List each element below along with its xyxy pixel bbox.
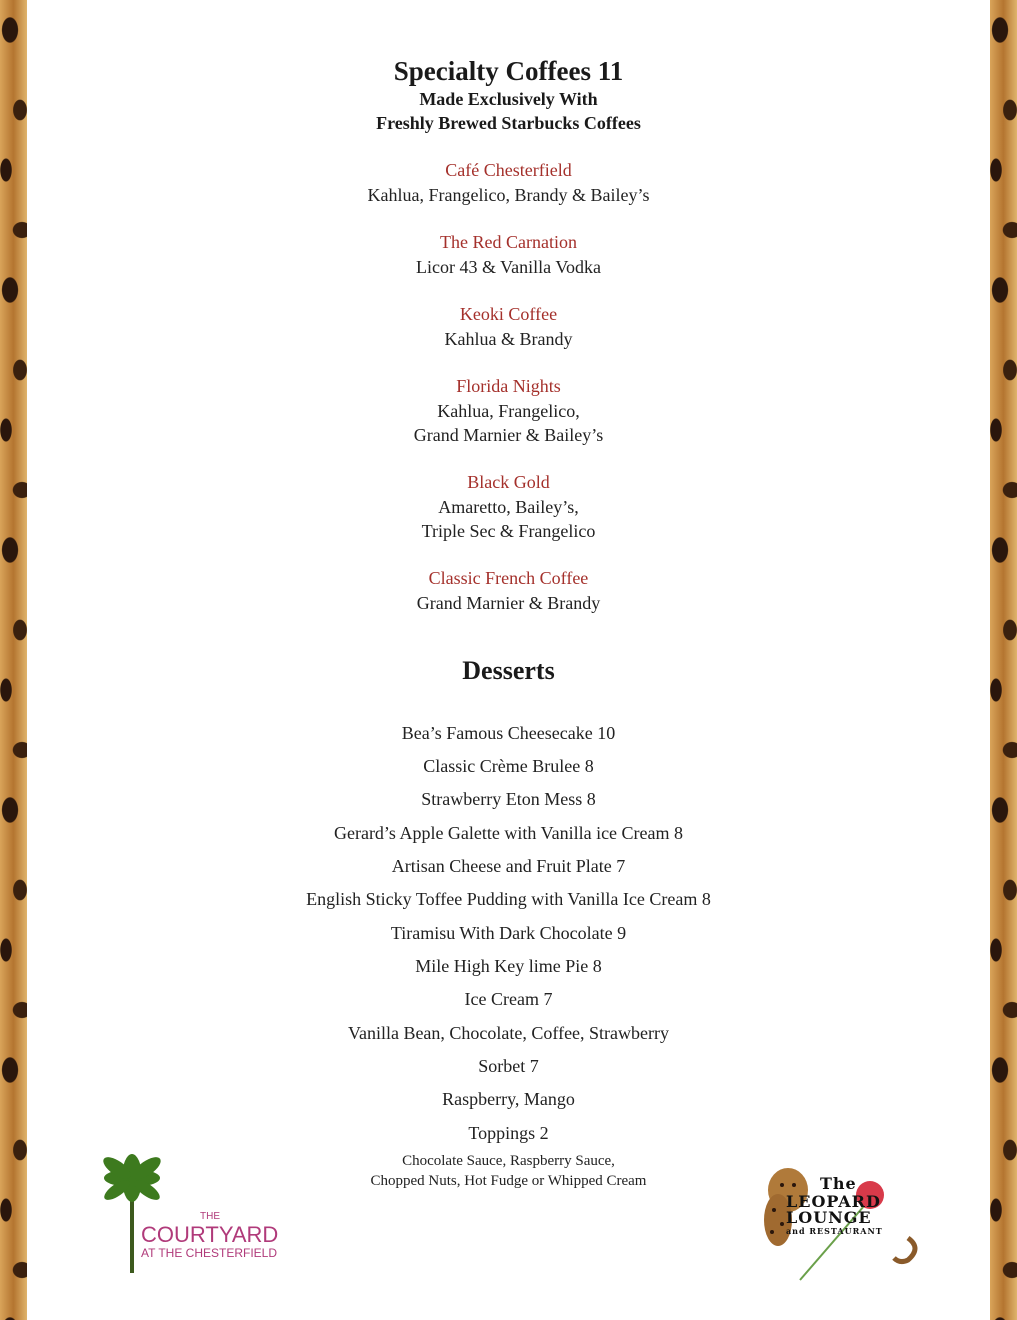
drink-desc: Kahlua, Frangelico, [437, 401, 580, 421]
courtyard-logo [97, 1150, 297, 1275]
drink-name: Classic French Coffee [428, 568, 589, 588]
desserts-title: Desserts [462, 656, 555, 685]
dessert-item: Tiramisu With Dark Chocolate 9 [390, 923, 627, 943]
dessert-item: Bea’s Famous Cheesecake 10 [401, 723, 616, 743]
leopard-lounge-logo [760, 1160, 930, 1285]
dessert-item: English Sticky Toffee Pudding with Vanilla Ice Cream 8 [306, 889, 711, 909]
courtyard-name: COURTYARD [141, 1222, 279, 1247]
drink-name: Black Gold [467, 472, 550, 492]
coffees-subtitle-2: Freshly Brewed Starbucks Coffees [376, 113, 641, 133]
toppings-line-2: Chopped Nuts, Hot Fudge or Whipped Cream [370, 1173, 647, 1189]
leopard-print-border-left [0, 0, 27, 1320]
drink-name: Florida Nights [456, 376, 561, 396]
leopard-line2: LOUNGE [786, 1208, 872, 1227]
courtyard-the: THE [200, 1211, 220, 1222]
dessert-item: Vanilla Bean, Chocolate, Coffee, Strawberry [347, 1023, 670, 1043]
dessert-item: Raspberry, Mango [442, 1089, 575, 1109]
leopard-print-border-right [990, 0, 1017, 1320]
drink-desc: Grand Marnier & Bailey’s [413, 425, 604, 445]
toppings-line-1: Chocolate Sauce, Raspberry Sauce, [402, 1153, 615, 1169]
drink-desc: Kahlua, Frangelico, Brandy & Bailey’s [367, 185, 650, 205]
coffees-subtitle-1: Made Exclusively With [419, 89, 598, 109]
courtyard-sub: AT THE CHESTERFIELD [141, 1246, 278, 1260]
dessert-item: Strawberry Eton Mess 8 [421, 789, 596, 809]
drink-desc: Amaretto, Bailey’s, [438, 497, 579, 517]
leopard-the: The [820, 1174, 857, 1193]
leopard-line3: and RESTAURANT [786, 1226, 883, 1236]
drink-desc: Licor 43 & Vanilla Vodka [416, 257, 601, 277]
dessert-item: Sorbet 7 [478, 1056, 539, 1076]
dessert-item: Ice Cream 7 [464, 989, 553, 1009]
dessert-item: Classic Crème Brulee 8 [423, 756, 594, 776]
drink-desc: Kahlua & Brandy [444, 329, 573, 349]
leopard-line1: LEOPARD [786, 1192, 881, 1211]
drink-name: Café Chesterfield [445, 160, 572, 180]
dessert-item: Artisan Cheese and Fruit Plate 7 [391, 856, 626, 876]
drink-name: The Red Carnation [440, 232, 577, 252]
drink-name: Keoki Coffee [459, 304, 558, 324]
coffees-title: Specialty Coffees 11 [393, 56, 624, 86]
dessert-item: Mile High Key lime Pie 8 [415, 956, 602, 976]
drink-desc: Grand Marnier & Brandy [416, 593, 601, 613]
drink-desc: Triple Sec & Frangelico [421, 521, 596, 541]
dessert-item: Toppings 2 [468, 1123, 549, 1143]
dessert-item: Gerard’s Apple Galette with Vanilla ice Cream 8 [333, 823, 684, 843]
